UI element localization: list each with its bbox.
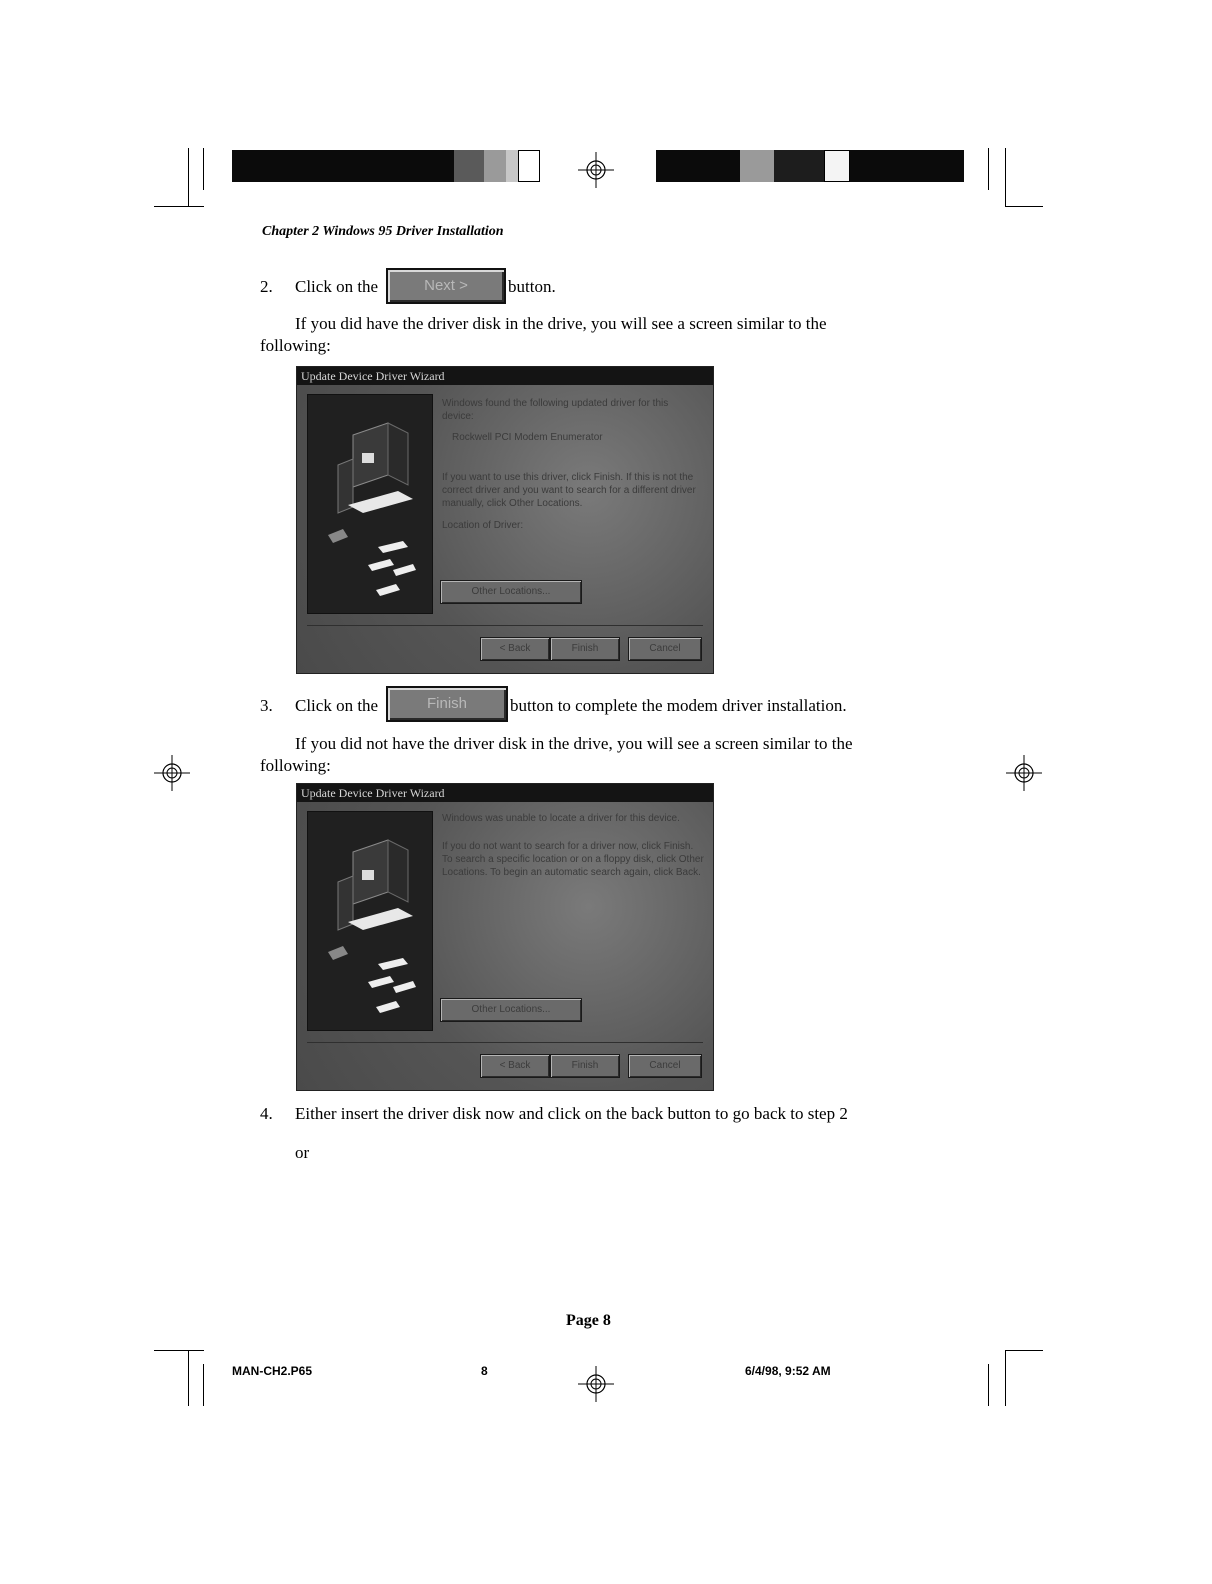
registration-mark-left (152, 753, 192, 793)
crop-mark-bl-v2 (203, 1364, 204, 1406)
footer-timestamp: 6/4/98, 9:52 AM (745, 1364, 831, 1378)
color-bar-right (656, 150, 964, 182)
wizard-dialog-not-found (296, 783, 714, 1091)
crop-mark-bl-v1 (188, 1350, 189, 1406)
dialog1-text-1: Windows found the following updated driver for this device: (442, 398, 669, 422)
cancel-button: Cancel (628, 637, 702, 661)
computer-illustration-icon (308, 395, 432, 613)
crop-mark-tr-h (1005, 206, 1043, 207)
crop-mark-br-v1 (988, 1364, 989, 1406)
crop-mark-tl-v1 (188, 148, 189, 206)
computer-illustration-icon (308, 812, 432, 1030)
footer-page: 8 (481, 1364, 488, 1378)
wizard-illustration (307, 394, 433, 614)
step3-prefix: Click on the (295, 696, 379, 715)
crop-mark-tr-v2 (1005, 148, 1006, 206)
dialog-separator (307, 1042, 703, 1043)
or-text: or (295, 1143, 310, 1162)
step2-prefix: Click on the (295, 277, 379, 296)
paragraph-2: If you did not have the driver disk in the drive, you will see a screen similar to the following: (260, 734, 853, 775)
registration-mark-bottom (576, 1364, 616, 1404)
dialog-separator (307, 625, 703, 626)
step2-suffix: button. (508, 277, 556, 296)
next-button-image: Next > (386, 268, 506, 304)
crop-mark-br-v2 (1005, 1350, 1006, 1406)
step3-number: 3. (260, 696, 273, 715)
back-button: < Back (480, 637, 550, 661)
dialog1-text-2: Rockwell PCI Modem Enumerator (452, 432, 603, 443)
color-bar-left (232, 150, 540, 182)
dialog-title: Update Device Driver Wizard (297, 784, 713, 802)
finish-button: Finish (550, 1054, 620, 1078)
dialog1-text-3: If you want to use this driver, click Finish. If this is not the correct driver and you want to search for a different driver manually, click Other Locations. (442, 472, 696, 509)
dialog1-text-4: Location of Driver: (442, 520, 524, 531)
paragraph-1: If you did have the driver disk in the drive, you will see a screen similar to the following: (260, 314, 827, 355)
finish-button: Finish (550, 637, 620, 661)
crop-mark-br-h (1005, 1350, 1043, 1351)
step3-suffix: button to complete the modem driver installation. (510, 696, 847, 715)
registration-mark-top (576, 150, 616, 190)
back-button: < Back (480, 1054, 550, 1078)
other-locations-button: Other Locations... (440, 998, 582, 1022)
footer-filename: MAN-CH2.P65 (232, 1364, 313, 1378)
step2-number: 2. (260, 277, 273, 296)
dialog2-text-2: If you do not want to search for a driver now, click Finish. To search a specific location or on a floppy disk, click Other Locations. To begin an automatic search again, click Back. (442, 841, 704, 878)
crop-mark-tl-h (154, 206, 204, 207)
other-locations-button: Other Locations... (440, 580, 582, 604)
dialog2-text-1: Windows was unable to locate a driver for this device. (442, 813, 680, 824)
cancel-button: Cancel (628, 1054, 702, 1078)
wizard-illustration (307, 811, 433, 1031)
step4-text: Either insert the driver disk now and click on the back button to go back to step 2 (295, 1104, 848, 1123)
crop-mark-bl-h (154, 1350, 204, 1351)
crop-mark-tr-v1 (988, 148, 989, 190)
finish-button-image: Finish (386, 686, 508, 722)
chapter-heading: Chapter 2 Windows 95 Driver Installation (262, 224, 504, 239)
step4-number: 4. (260, 1104, 273, 1123)
registration-mark-right (1004, 753, 1044, 793)
wizard-dialog-found (296, 366, 714, 674)
dialog-title: Update Device Driver Wizard (297, 367, 713, 385)
crop-mark-tl-v2 (203, 148, 204, 190)
page-number: Page 8 (566, 1312, 611, 1329)
